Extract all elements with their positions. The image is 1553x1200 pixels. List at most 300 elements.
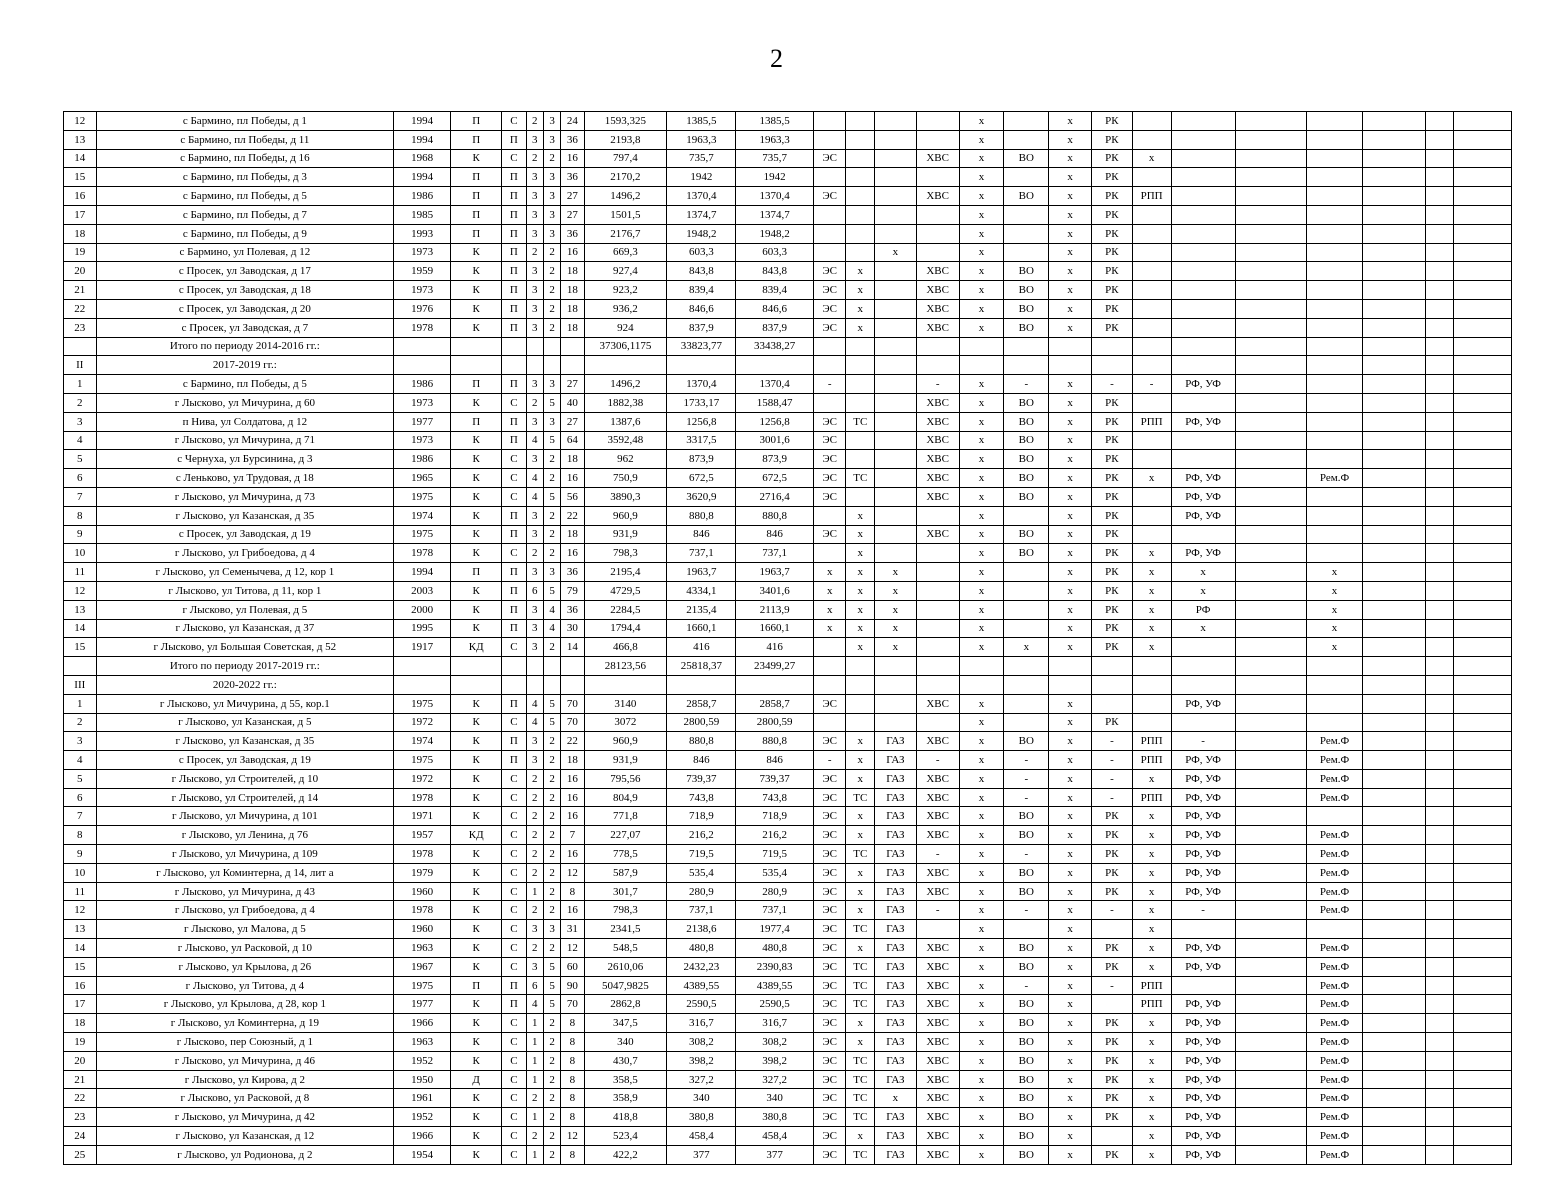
table-row bbox=[64, 375, 1512, 394]
cell-heating: х bbox=[846, 1127, 875, 1146]
cell-row-number: 9 bbox=[64, 525, 97, 544]
cell-wall-material: П bbox=[451, 187, 502, 206]
cell-col-24 bbox=[1363, 375, 1426, 394]
cell-wall-material: К bbox=[451, 1033, 502, 1052]
cell-row-number: 5 bbox=[64, 769, 97, 788]
cell-cold-water bbox=[916, 130, 959, 149]
cell-year-built: 1974 bbox=[394, 732, 451, 751]
cell-apartments bbox=[561, 337, 584, 356]
cell-residential-area: 846 bbox=[736, 751, 813, 770]
cell-roof-type: С bbox=[502, 1051, 526, 1070]
cell-entrances: 2 bbox=[543, 544, 560, 563]
cell-facade: РФ, УФ bbox=[1171, 845, 1235, 864]
cell-roof: х bbox=[1049, 845, 1092, 864]
cell-apartments: 18 bbox=[561, 318, 584, 337]
cell-total-area: 798,3 bbox=[584, 901, 667, 920]
cell-roof: х bbox=[1049, 1014, 1092, 1033]
cell-col-25 bbox=[1426, 487, 1454, 506]
cell-wall-material: К bbox=[451, 1014, 502, 1033]
cell-sewage: ВО bbox=[1004, 1145, 1049, 1164]
cell-col-23: Рем.Ф bbox=[1307, 751, 1363, 770]
cell-col-25 bbox=[1426, 1051, 1454, 1070]
cell-heating: х bbox=[846, 581, 875, 600]
cell-year-built: 1963 bbox=[394, 1033, 451, 1052]
cell-address: с Просек, ул Заводская, д 18 bbox=[96, 281, 394, 300]
cell-floors: 4 bbox=[526, 487, 543, 506]
cell-hot-water: х bbox=[959, 450, 1004, 469]
cell-floors: 3 bbox=[526, 450, 543, 469]
cell-floors: 2 bbox=[526, 826, 543, 845]
cell-hot-water: х bbox=[959, 1089, 1004, 1108]
cell-floors bbox=[526, 356, 543, 375]
cell-sewage bbox=[1004, 224, 1049, 243]
cell-col-22 bbox=[1235, 1070, 1306, 1089]
cell-total-area: 2862,8 bbox=[584, 995, 667, 1014]
cell-address: г Лысково, ул Строителей, д 14 bbox=[96, 788, 394, 807]
cell-facade bbox=[1171, 318, 1235, 337]
cell-roof-repair: РК bbox=[1092, 544, 1133, 563]
cell-apartments: 16 bbox=[561, 149, 584, 168]
cell-basement: х bbox=[1132, 1051, 1171, 1070]
cell-sewage: ВО bbox=[1004, 1033, 1049, 1052]
cell-sewage bbox=[1004, 205, 1049, 224]
cell-wall-material: К bbox=[451, 1145, 502, 1164]
cell-floors: 3 bbox=[526, 168, 543, 187]
cell-col-22 bbox=[1235, 939, 1306, 958]
cell-cold-water: ХВС bbox=[916, 1145, 959, 1164]
cell-total-area: 2610,06 bbox=[584, 957, 667, 976]
cell-col-25 bbox=[1426, 337, 1454, 356]
cell-col-23 bbox=[1307, 506, 1363, 525]
cell-col-23 bbox=[1307, 243, 1363, 262]
cell-roof-type: С bbox=[502, 901, 526, 920]
cell-roof: х bbox=[1049, 544, 1092, 563]
cell-col-23: х bbox=[1307, 619, 1363, 638]
cell-living-area: 2135,4 bbox=[667, 600, 736, 619]
cell-heating bbox=[846, 243, 875, 262]
cell-power bbox=[813, 130, 846, 149]
cell-roof-type: С bbox=[502, 788, 526, 807]
cell-total-area: 37306,1175 bbox=[584, 337, 667, 356]
cell-col-26 bbox=[1453, 901, 1511, 920]
cell-basement bbox=[1132, 657, 1171, 676]
cell-cold-water bbox=[916, 337, 959, 356]
cell-floors: 3 bbox=[526, 751, 543, 770]
cell-address: г Лысково, ул Мичурина, д 101 bbox=[96, 807, 394, 826]
cell-roof: х bbox=[1049, 450, 1092, 469]
cell-roof-type: П bbox=[502, 299, 526, 318]
cell-entrances bbox=[543, 675, 560, 694]
cell-col-26 bbox=[1453, 769, 1511, 788]
cell-roof: х bbox=[1049, 243, 1092, 262]
cell-living-area: 2590,5 bbox=[667, 995, 736, 1014]
cell-col-25 bbox=[1426, 788, 1454, 807]
cell-residential-area: 735,7 bbox=[736, 149, 813, 168]
cell-facade: х bbox=[1171, 619, 1235, 638]
cell-cold-water: ХВС bbox=[916, 187, 959, 206]
cell-gas bbox=[875, 205, 917, 224]
cell-row-number: 12 bbox=[64, 901, 97, 920]
cell-sewage: ВО bbox=[1004, 318, 1049, 337]
cell-total-area: 778,5 bbox=[584, 845, 667, 864]
cell-hot-water: х bbox=[959, 112, 1004, 131]
cell-row-number: 3 bbox=[64, 412, 97, 431]
cell-power: ЭС bbox=[813, 187, 846, 206]
cell-entrances: 2 bbox=[543, 299, 560, 318]
cell-col-22 bbox=[1235, 769, 1306, 788]
cell-row-number: 14 bbox=[64, 149, 97, 168]
cell-facade bbox=[1171, 149, 1235, 168]
cell-power: ЭС bbox=[813, 149, 846, 168]
cell-floors: 2 bbox=[526, 544, 543, 563]
cell-row-number: 11 bbox=[64, 563, 97, 582]
cell-year-built: 1960 bbox=[394, 920, 451, 939]
cell-entrances: 2 bbox=[543, 525, 560, 544]
cell-gas bbox=[875, 299, 917, 318]
cell-year-built: 1985 bbox=[394, 205, 451, 224]
cell-col-23 bbox=[1307, 487, 1363, 506]
cell-col-22 bbox=[1235, 563, 1306, 582]
cell-hot-water: х bbox=[959, 939, 1004, 958]
cell-power: - bbox=[813, 751, 846, 770]
cell-col-23: Рем.Ф bbox=[1307, 995, 1363, 1014]
cell-col-23 bbox=[1307, 281, 1363, 300]
cell-col-26 bbox=[1453, 619, 1511, 638]
cell-col-26 bbox=[1453, 1145, 1511, 1164]
cell-col-22 bbox=[1235, 976, 1306, 995]
cell-roof-type: П bbox=[502, 619, 526, 638]
table-row bbox=[64, 1033, 1512, 1052]
table-row bbox=[64, 1089, 1512, 1108]
cell-entrances: 2 bbox=[543, 1070, 560, 1089]
cell-gas bbox=[875, 337, 917, 356]
cell-col-25 bbox=[1426, 920, 1454, 939]
cell-col-26 bbox=[1453, 563, 1511, 582]
cell-col-26 bbox=[1453, 1014, 1511, 1033]
cell-gas bbox=[875, 469, 917, 488]
cell-facade bbox=[1171, 675, 1235, 694]
cell-sewage bbox=[1004, 600, 1049, 619]
table-row bbox=[64, 243, 1512, 262]
cell-roof-repair bbox=[1092, 337, 1133, 356]
table-row bbox=[64, 469, 1512, 488]
cell-basement bbox=[1132, 262, 1171, 281]
cell-facade: РФ, УФ bbox=[1171, 1089, 1235, 1108]
cell-living-area bbox=[667, 675, 736, 694]
cell-roof-type: П bbox=[502, 732, 526, 751]
cell-heating bbox=[846, 375, 875, 394]
cell-col-26 bbox=[1453, 1033, 1511, 1052]
cell-roof-type: С bbox=[502, 487, 526, 506]
table-row bbox=[64, 224, 1512, 243]
cell-col-26 bbox=[1453, 882, 1511, 901]
cell-facade bbox=[1171, 638, 1235, 657]
cell-roof: х bbox=[1049, 318, 1092, 337]
cell-cold-water: ХВС bbox=[916, 299, 959, 318]
cell-col-23: Рем.Ф bbox=[1307, 1033, 1363, 1052]
cell-residential-area: 3001,6 bbox=[736, 431, 813, 450]
cell-apartments: 64 bbox=[561, 431, 584, 450]
table-row bbox=[64, 563, 1512, 582]
cell-year-built: 1978 bbox=[394, 544, 451, 563]
cell-power bbox=[813, 506, 846, 525]
cell-col-22 bbox=[1235, 732, 1306, 751]
cell-cold-water: ХВС bbox=[916, 262, 959, 281]
cell-residential-area: 2716,4 bbox=[736, 487, 813, 506]
table-row bbox=[64, 1127, 1512, 1146]
cell-total-area: 931,9 bbox=[584, 751, 667, 770]
cell-roof-type: С bbox=[502, 863, 526, 882]
cell-row-number: 13 bbox=[64, 130, 97, 149]
cell-year-built: 1994 bbox=[394, 112, 451, 131]
cell-total-area: 931,9 bbox=[584, 525, 667, 544]
cell-year-built: 1965 bbox=[394, 469, 451, 488]
cell-roof-repair: РК bbox=[1092, 431, 1133, 450]
cell-cold-water bbox=[916, 168, 959, 187]
cell-roof-type: П bbox=[502, 995, 526, 1014]
cell-gas bbox=[875, 450, 917, 469]
cell-facade: РФ, УФ bbox=[1171, 506, 1235, 525]
cell-basement: РПП bbox=[1132, 976, 1171, 995]
cell-basement bbox=[1132, 525, 1171, 544]
cell-sewage: ВО bbox=[1004, 412, 1049, 431]
table-row bbox=[64, 920, 1512, 939]
cell-sewage: ВО bbox=[1004, 450, 1049, 469]
cell-roof: х bbox=[1049, 1051, 1092, 1070]
cell-apartments: 30 bbox=[561, 619, 584, 638]
cell-col-23: Рем.Ф bbox=[1307, 732, 1363, 751]
cell-address: г Лысково, ул Строителей, д 10 bbox=[96, 769, 394, 788]
cell-col-25 bbox=[1426, 826, 1454, 845]
cell-floors: 2 bbox=[526, 149, 543, 168]
cell-col-26 bbox=[1453, 751, 1511, 770]
cell-roof-repair: РК bbox=[1092, 1014, 1133, 1033]
cell-total-area: 358,5 bbox=[584, 1070, 667, 1089]
cell-roof-repair bbox=[1092, 675, 1133, 694]
cell-col-23 bbox=[1307, 920, 1363, 939]
cell-col-25 bbox=[1426, 112, 1454, 131]
cell-living-area: 672,5 bbox=[667, 469, 736, 488]
cell-cold-water: ХВС bbox=[916, 412, 959, 431]
cell-col-23 bbox=[1307, 450, 1363, 469]
cell-roof-repair: РК bbox=[1092, 1089, 1133, 1108]
cell-roof-repair: - bbox=[1092, 732, 1133, 751]
cell-residential-area: 837,9 bbox=[736, 318, 813, 337]
cell-year-built: 1986 bbox=[394, 450, 451, 469]
cell-total-area: 1496,2 bbox=[584, 375, 667, 394]
cell-col-24 bbox=[1363, 337, 1426, 356]
cell-col-24 bbox=[1363, 168, 1426, 187]
cell-wall-material: К bbox=[451, 1089, 502, 1108]
cell-gas: х bbox=[875, 243, 917, 262]
cell-facade bbox=[1171, 920, 1235, 939]
cell-roof-repair: РК bbox=[1092, 863, 1133, 882]
cell-floors: 3 bbox=[526, 412, 543, 431]
cell-roof-type: С bbox=[502, 393, 526, 412]
cell-living-area: 743,8 bbox=[667, 788, 736, 807]
cell-apartments: 18 bbox=[561, 751, 584, 770]
cell-col-23 bbox=[1307, 187, 1363, 206]
cell-cold-water: ХВС bbox=[916, 487, 959, 506]
cell-living-area: 340 bbox=[667, 1089, 736, 1108]
cell-total-area: 3140 bbox=[584, 694, 667, 713]
cell-power: ЭС bbox=[813, 281, 846, 300]
cell-hot-water: х bbox=[959, 807, 1004, 826]
cell-living-area: 1963,3 bbox=[667, 130, 736, 149]
cell-facade bbox=[1171, 525, 1235, 544]
cell-sewage: х bbox=[1004, 638, 1049, 657]
cell-col-24 bbox=[1363, 732, 1426, 751]
cell-floors: 3 bbox=[526, 262, 543, 281]
cell-entrances: 2 bbox=[543, 1108, 560, 1127]
cell-row-number: 6 bbox=[64, 788, 97, 807]
cell-row-number: 14 bbox=[64, 619, 97, 638]
cell-hot-water: х bbox=[959, 901, 1004, 920]
cell-entrances: 2 bbox=[543, 863, 560, 882]
cell-gas: ГАЗ bbox=[875, 939, 917, 958]
cell-cold-water: ХВС bbox=[916, 431, 959, 450]
cell-facade: РФ, УФ bbox=[1171, 939, 1235, 958]
cell-heating: ТС bbox=[846, 469, 875, 488]
cell-row-number: 19 bbox=[64, 243, 97, 262]
cell-roof: х bbox=[1049, 600, 1092, 619]
cell-roof-type: П bbox=[502, 581, 526, 600]
cell-cold-water: ХВС bbox=[916, 732, 959, 751]
cell-col-23: х bbox=[1307, 600, 1363, 619]
cell-entrances: 3 bbox=[543, 205, 560, 224]
cell-gas bbox=[875, 187, 917, 206]
cell-col-26 bbox=[1453, 1108, 1511, 1127]
cell-heating: х bbox=[846, 281, 875, 300]
cell-floors: 2 bbox=[526, 863, 543, 882]
cell-cold-water: ХВС bbox=[916, 393, 959, 412]
cell-facade: - bbox=[1171, 901, 1235, 920]
cell-col-23: Рем.Ф bbox=[1307, 882, 1363, 901]
cell-hot-water: х bbox=[959, 976, 1004, 995]
cell-col-26 bbox=[1453, 788, 1511, 807]
cell-gas bbox=[875, 149, 917, 168]
cell-col-25 bbox=[1426, 600, 1454, 619]
cell-col-24 bbox=[1363, 243, 1426, 262]
cell-row-number: 15 bbox=[64, 957, 97, 976]
cell-power: - bbox=[813, 375, 846, 394]
cell-col-24 bbox=[1363, 600, 1426, 619]
cell-facade bbox=[1171, 243, 1235, 262]
cell-roof-repair: РК bbox=[1092, 807, 1133, 826]
cell-apartments: 27 bbox=[561, 205, 584, 224]
cell-cold-water bbox=[916, 713, 959, 732]
cell-col-25 bbox=[1426, 318, 1454, 337]
cell-year-built: 1966 bbox=[394, 1127, 451, 1146]
cell-wall-material: П bbox=[451, 375, 502, 394]
cell-col-24 bbox=[1363, 939, 1426, 958]
cell-heating bbox=[846, 657, 875, 676]
cell-facade: РФ, УФ bbox=[1171, 1127, 1235, 1146]
cell-total-area: 422,2 bbox=[584, 1145, 667, 1164]
cell-apartments: 18 bbox=[561, 525, 584, 544]
cell-col-22 bbox=[1235, 544, 1306, 563]
cell-gas bbox=[875, 112, 917, 131]
cell-power: ЭС bbox=[813, 732, 846, 751]
cell-heating: х bbox=[846, 563, 875, 582]
cell-roof: х bbox=[1049, 281, 1092, 300]
cell-col-24 bbox=[1363, 751, 1426, 770]
cell-basement bbox=[1132, 487, 1171, 506]
cell-heating bbox=[846, 112, 875, 131]
cell-residential-area: 672,5 bbox=[736, 469, 813, 488]
cell-facade bbox=[1171, 262, 1235, 281]
cell-sewage bbox=[1004, 112, 1049, 131]
cell-hot-water: х bbox=[959, 581, 1004, 600]
cell-power bbox=[813, 675, 846, 694]
cell-col-25 bbox=[1426, 525, 1454, 544]
cell-apartments: 22 bbox=[561, 732, 584, 751]
cell-hot-water: х bbox=[959, 713, 1004, 732]
cell-col-24 bbox=[1363, 863, 1426, 882]
cell-heating: х bbox=[846, 939, 875, 958]
cell-col-26 bbox=[1453, 318, 1511, 337]
cell-col-25 bbox=[1426, 1089, 1454, 1108]
cell-total-area: 418,8 bbox=[584, 1108, 667, 1127]
cell-row-number: 21 bbox=[64, 281, 97, 300]
cell-apartments: 16 bbox=[561, 845, 584, 864]
cell-row-number: 13 bbox=[64, 600, 97, 619]
table-row bbox=[64, 751, 1512, 770]
cell-year-built: 2000 bbox=[394, 600, 451, 619]
cell-address: с Просек, ул Заводская, д 17 bbox=[96, 262, 394, 281]
cell-hot-water: х bbox=[959, 205, 1004, 224]
cell-total-area: 358,9 bbox=[584, 1089, 667, 1108]
cell-hot-water: х bbox=[959, 638, 1004, 657]
cell-basement bbox=[1132, 318, 1171, 337]
cell-residential-area: 880,8 bbox=[736, 732, 813, 751]
cell-basement: х bbox=[1132, 619, 1171, 638]
cell-residential-area: 880,8 bbox=[736, 506, 813, 525]
cell-floors: 3 bbox=[526, 299, 543, 318]
cell-living-area: 739,37 bbox=[667, 769, 736, 788]
table-row bbox=[64, 187, 1512, 206]
cell-residential-area: 839,4 bbox=[736, 281, 813, 300]
cell-address: г Лысково, ул Мичурина, д 43 bbox=[96, 882, 394, 901]
cell-roof-repair: РК bbox=[1092, 299, 1133, 318]
cell-total-area: 347,5 bbox=[584, 1014, 667, 1033]
cell-power: ЭС bbox=[813, 976, 846, 995]
cell-wall-material: К bbox=[451, 863, 502, 882]
cell-wall-material: К bbox=[451, 769, 502, 788]
cell-col-23 bbox=[1307, 694, 1363, 713]
cell-sewage: ВО bbox=[1004, 1070, 1049, 1089]
cell-entrances: 2 bbox=[543, 638, 560, 657]
cell-basement: - bbox=[1132, 375, 1171, 394]
cell-apartments: 27 bbox=[561, 187, 584, 206]
cell-sewage: ВО bbox=[1004, 732, 1049, 751]
cell-col-23 bbox=[1307, 431, 1363, 450]
cell-total-area: 1501,5 bbox=[584, 205, 667, 224]
cell-residential-area: 1256,8 bbox=[736, 412, 813, 431]
cell-power bbox=[813, 112, 846, 131]
cell-year-built: 1975 bbox=[394, 976, 451, 995]
cell-address: г Лысково, ул Большая Советская, д 52 bbox=[96, 638, 394, 657]
cell-roof-type: П bbox=[502, 600, 526, 619]
cell-roof: х bbox=[1049, 826, 1092, 845]
cell-sewage bbox=[1004, 920, 1049, 939]
cell-sewage: - bbox=[1004, 901, 1049, 920]
cell-floors: 4 bbox=[526, 995, 543, 1014]
cell-wall-material: К bbox=[451, 600, 502, 619]
cell-col-22 bbox=[1235, 1014, 1306, 1033]
cell-total-area: 936,2 bbox=[584, 299, 667, 318]
cell-col-25 bbox=[1426, 393, 1454, 412]
